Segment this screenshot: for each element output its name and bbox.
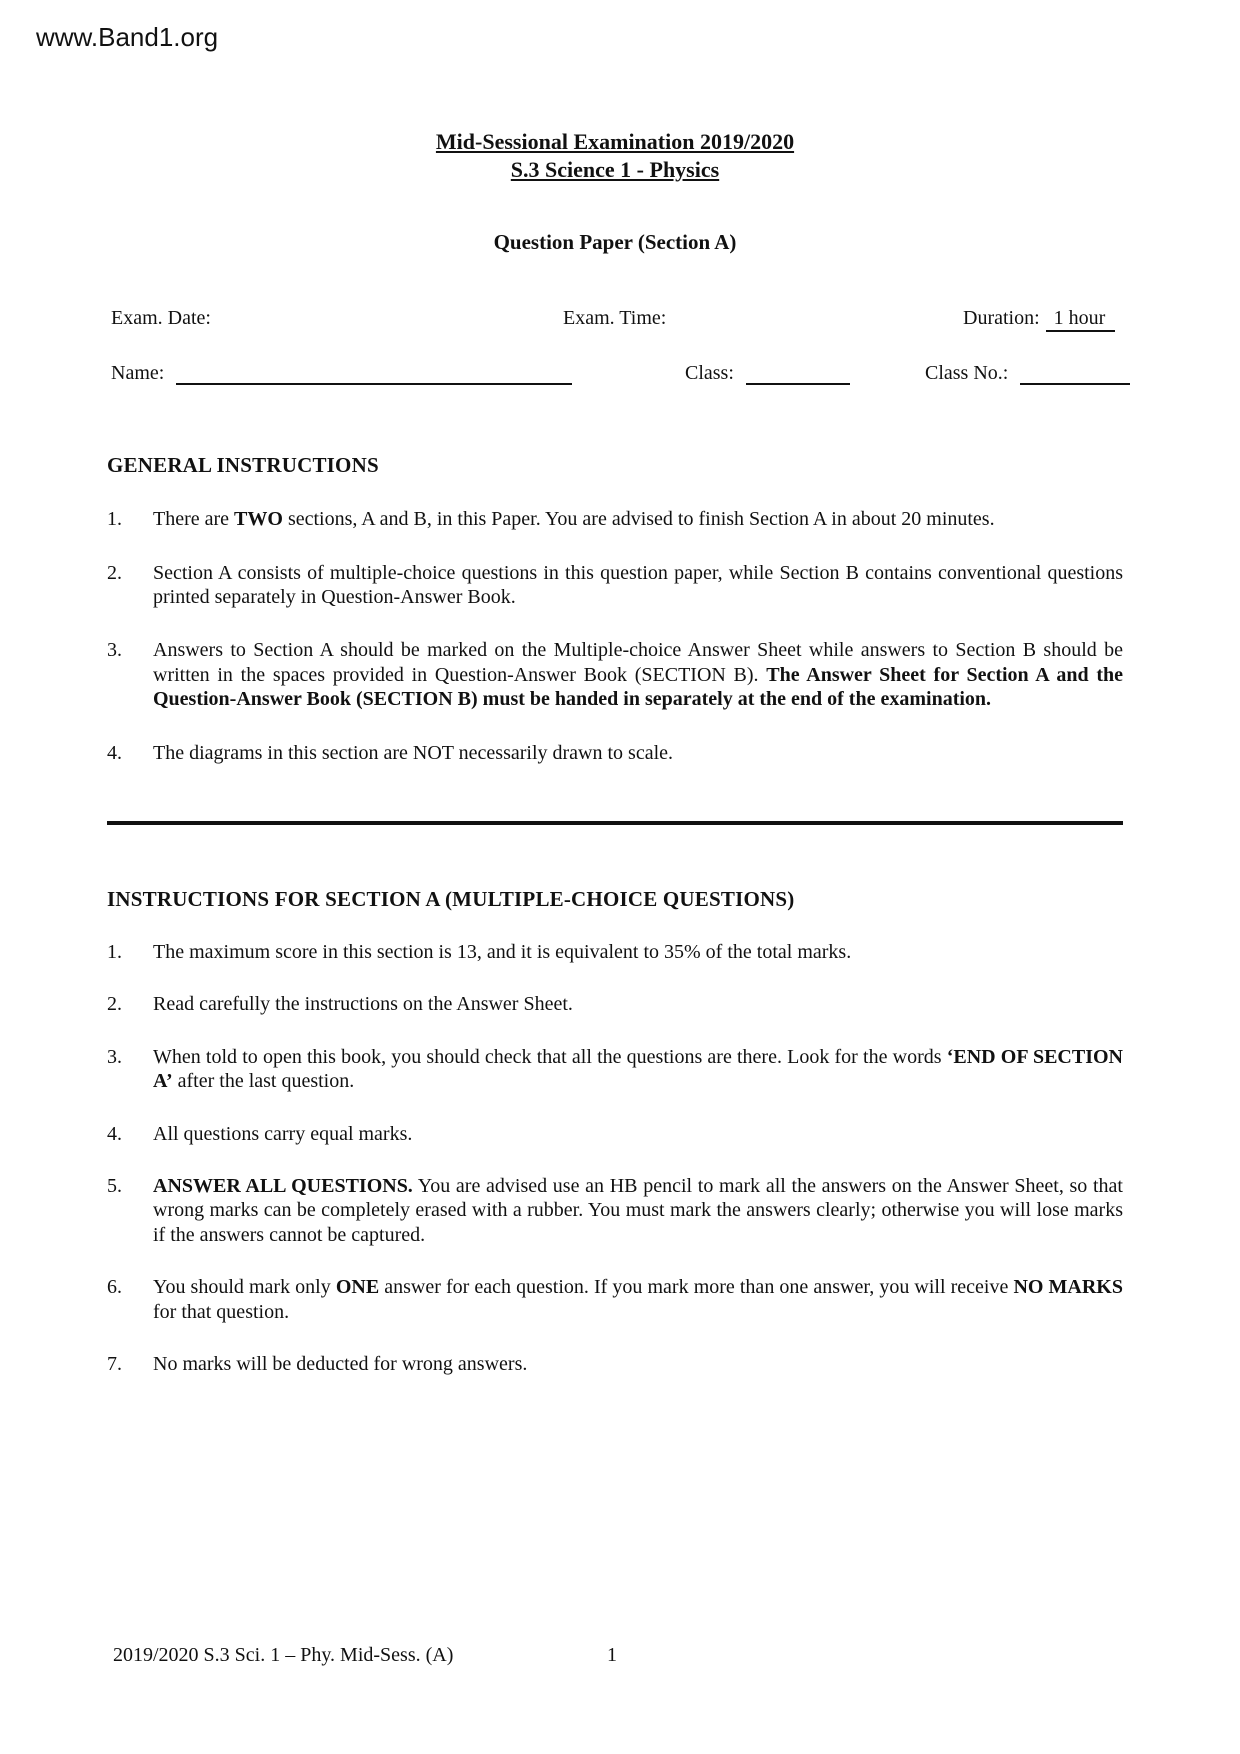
instruction-number: 7. <box>107 1352 122 1375</box>
instruction-number: 3. <box>107 1045 122 1068</box>
instruction-number: 1. <box>107 941 122 964</box>
duration-value: 1 hour <box>1046 307 1116 332</box>
instruction-number: 6. <box>107 1276 122 1299</box>
name-field <box>111 361 572 385</box>
instruction-item <box>107 638 1123 711</box>
class-no-blank-line <box>1020 361 1130 385</box>
general-instructions-heading: GENERAL INSTRUCTIONS <box>107 453 379 478</box>
general-instructions-list <box>107 507 1123 765</box>
duration-label: Duration: <box>963 307 1040 330</box>
instruction-item <box>107 741 1123 765</box>
instruction-text: The maximum score in this section is 13, and it is equivalent to 35% of the total marks. <box>153 941 852 964</box>
name-blank-line <box>176 361 572 385</box>
instruction-text: There are TWO sections, A and B, in this Paper. You are advised to finish Section A in about 20 minutes. <box>153 508 995 531</box>
instruction-item <box>107 1122 1123 1146</box>
instruction-text: You should mark only ONE answer for each question. If you mark more than one answer, you will receive NO MARKS for that question. <box>153 1276 1123 1323</box>
paper-subtitle: Question Paper (Section A) <box>493 230 737 255</box>
name-label: Name: <box>111 362 165 385</box>
instruction-text: All questions carry equal marks. <box>153 1122 413 1145</box>
section-a-instructions-section <box>107 887 1123 1376</box>
instruction-text: Answers to Section A should be marked on the Multiple-choice Answer Sheet while answers to Section B should be written in the spaces provided in Question-Answer Book (SECTION B). The Answer Sheet for Section A and the Question-Answer Book (SECTION B) must be handed in separately at the end of the examination. <box>153 639 1124 711</box>
section-a-instructions-heading: INSTRUCTIONS FOR SECTION A (MULTIPLE-CHOICE QUESTIONS) <box>107 887 795 912</box>
instruction-item <box>107 1045 1123 1094</box>
class-no-label: Class No.: <box>925 362 1009 385</box>
instruction-item <box>107 992 1123 1016</box>
class-blank-line <box>746 361 850 385</box>
class-label: Class: <box>685 362 734 385</box>
section-divider-rule <box>107 821 1123 825</box>
instruction-text: The diagrams in this section are NOT necessarily drawn to scale. <box>153 741 674 764</box>
watermark-text: www.Band1.org <box>36 22 219 52</box>
instruction-number: 4. <box>107 741 122 764</box>
class-field <box>685 361 850 385</box>
general-instructions-section <box>107 453 1123 765</box>
instruction-item <box>107 1352 1123 1376</box>
instruction-text: When told to open this book, you should check that all the questions are there. Look for the words ‘END OF SECTION A’ after the last question. <box>153 1045 1123 1093</box>
instruction-item <box>107 1174 1123 1247</box>
instruction-item <box>107 507 1123 531</box>
exam-info-row <box>107 307 1123 335</box>
exam-title <box>107 128 1123 184</box>
instruction-item <box>107 940 1123 964</box>
instruction-text: Section A consists of multiple-choice questions in this question paper, while Section B contains conventional questions printed separately in Question-Answer Book. <box>153 561 1123 609</box>
exam-time-label: Exam. Time: <box>563 307 667 330</box>
instruction-item <box>107 1275 1123 1324</box>
footer-page-number: 1 <box>607 1644 617 1666</box>
class-no-field <box>925 361 1130 385</box>
page-footer <box>107 1644 1123 1672</box>
student-info-row <box>107 361 1123 393</box>
instruction-text: ANSWER ALL QUESTIONS. You are advised use an HB pencil to mark all the answers on the Answer Sheet, so that wrong marks can be completely erased with a rubber. You must mark the answers clearly; otherwise you will lose marks if the answers cannot be captured. <box>153 1175 1123 1246</box>
exam-title-line1: Mid-Sessional Examination 2019/2020 <box>435 129 795 154</box>
instruction-number: 3. <box>107 639 122 662</box>
instruction-number: 5. <box>107 1175 122 1197</box>
instruction-number: 4. <box>107 1122 122 1145</box>
instruction-text: Read carefully the instructions on the Answer Sheet. <box>153 993 573 1016</box>
footer-document-id: 2019/2020 S.3 Sci. 1 – Phy. Mid-Sess. (A) <box>113 1644 454 1666</box>
instruction-number: 2. <box>107 993 122 1016</box>
instruction-number: 2. <box>107 561 122 584</box>
exam-date-label: Exam. Date: <box>111 307 211 330</box>
instruction-item <box>107 561 1123 610</box>
instruction-text: No marks will be deducted for wrong answers. <box>153 1352 528 1375</box>
duration-field <box>963 307 1115 330</box>
section-a-instructions-list <box>107 940 1123 1376</box>
exam-title-line2: S.3 Science 1 - Physics <box>510 157 720 183</box>
page-content <box>107 0 1123 1376</box>
instruction-number: 1. <box>107 508 122 531</box>
